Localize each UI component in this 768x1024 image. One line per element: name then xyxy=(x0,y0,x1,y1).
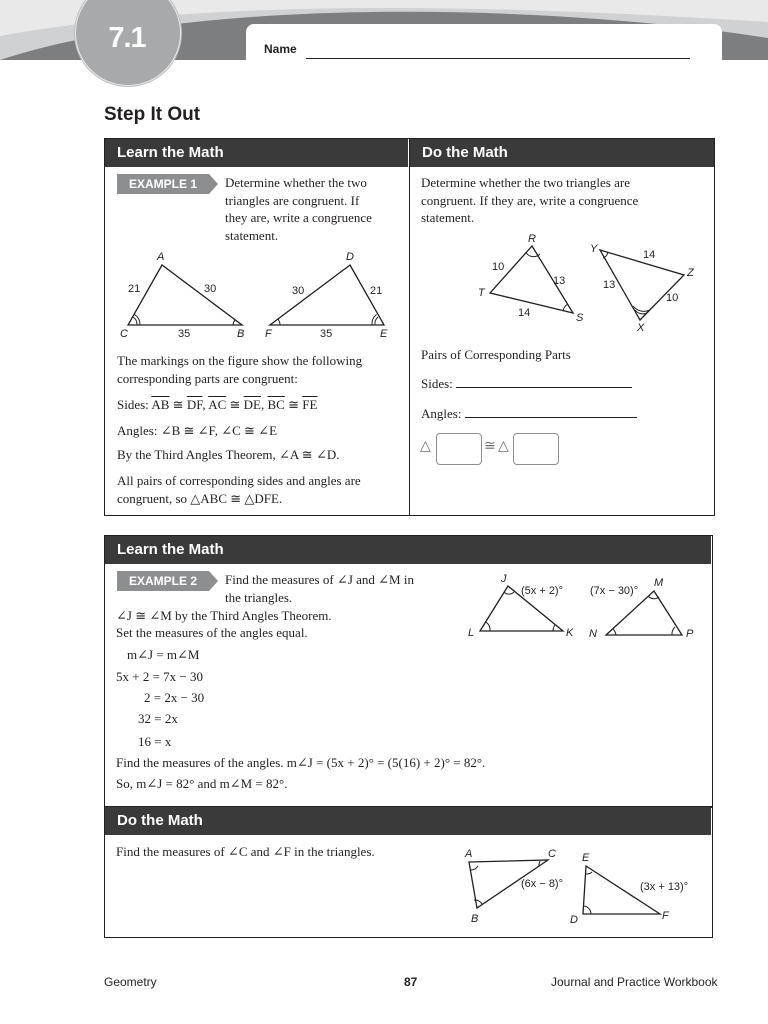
side-ts: 14 xyxy=(518,307,531,319)
conclusion-line-1: All pairs of corresponding sides and angles are xyxy=(117,473,361,488)
label-b: B xyxy=(237,328,245,340)
label-r: R xyxy=(528,233,536,245)
equation-5: 16 = x xyxy=(138,734,172,749)
label-a2: A xyxy=(465,848,473,860)
congruent-symbol: ≅ xyxy=(484,439,496,454)
angle-m-expr: (7x − 30)° xyxy=(590,585,639,597)
third-angles-line: By the Third Angles Theorem, ∠A ≅ ∠D. xyxy=(117,447,340,462)
label-f2: F xyxy=(662,910,669,922)
example-1-label: EXAMPLE 1 xyxy=(117,174,209,194)
lesson-number: 7.1 xyxy=(108,22,146,54)
label-e2: E xyxy=(582,852,590,864)
label-s: S xyxy=(576,312,584,324)
label-f: F xyxy=(265,328,272,340)
example-1-prompt-line-4: statement. xyxy=(225,227,279,243)
do-the-math-header-2: Do the Math xyxy=(105,807,711,835)
side-yz: 14 xyxy=(643,249,656,261)
triangle-symbol-2: △ xyxy=(498,439,509,454)
label-y: Y xyxy=(590,243,598,255)
conclusion-line-2: congruent, so △ABC ≅ △DFE. xyxy=(117,490,283,506)
equation-3: 2 = 2x − 30 xyxy=(144,690,205,705)
label-m: M xyxy=(654,577,664,589)
side-zx: 10 xyxy=(666,292,679,304)
equation-1: m∠J = m∠M xyxy=(127,647,200,662)
panel-3-prompt: Find the measures of ∠C and ∠F in the triangles. xyxy=(116,844,375,859)
side-rt: 10 xyxy=(492,261,505,273)
label-b2: B xyxy=(471,913,479,925)
example-2-label: EXAMPLE 2 xyxy=(117,571,209,591)
side-cb: 35 xyxy=(178,328,191,340)
learn-the-math-header-2: Learn the Math xyxy=(105,536,711,564)
angle-mark-edf-e xyxy=(586,872,592,874)
footer-right: Journal and Practice Workbook xyxy=(551,975,718,989)
label-l: L xyxy=(468,627,475,639)
label-d: D xyxy=(346,251,354,263)
label-a: A xyxy=(157,251,165,263)
do-prompt-line-2: congruent. If they are, write a congruence xyxy=(421,192,639,208)
label-j: J xyxy=(501,573,507,585)
example-2-prompt-line-1: Find the measures of ∠J and ∠M in xyxy=(225,572,414,587)
label-n: N xyxy=(589,628,597,640)
label-c: C xyxy=(120,328,128,340)
angle-f-expr: (3x + 13)° xyxy=(640,881,689,893)
do-prompt-line-3: statement. xyxy=(421,210,475,225)
label-k: K xyxy=(566,627,574,639)
equation-4: 32 = 2x xyxy=(138,711,178,726)
footer-page-number: 87 xyxy=(404,975,418,989)
side-ac: 21 xyxy=(128,283,141,295)
do-the-math-header-1: Do the Math xyxy=(410,139,714,167)
label-d2: D xyxy=(570,914,578,926)
learn-the-math-header-1: Learn the Math xyxy=(105,139,408,167)
angles-answer-row: Angles: xyxy=(421,405,637,423)
side-yx: 13 xyxy=(603,279,616,291)
label-e: E xyxy=(380,328,388,340)
angle-mark-acb-a xyxy=(470,866,478,870)
example-1-prompt-line-1: Determine whether the two xyxy=(225,175,367,190)
label-t: T xyxy=(478,287,485,299)
side-fe: 35 xyxy=(320,328,333,340)
so-line: So, m∠J = 82° and m∠M = 82°. xyxy=(116,776,288,791)
angle-j-expr: (5x + 2)° xyxy=(521,585,563,597)
equation-2: 5x + 2 = 7x − 30 xyxy=(116,669,203,684)
label-x: X xyxy=(637,322,645,334)
do-prompt-line-1: Determine whether the two triangles are xyxy=(421,175,630,190)
footer-left: Geometry xyxy=(104,975,157,989)
side-rs: 13 xyxy=(553,275,566,287)
name-label: Name xyxy=(264,42,297,56)
angles-congruence-line: Angles: ∠B ≅ ∠F, ∠C ≅ ∠E xyxy=(117,423,278,438)
label-p: P xyxy=(686,628,694,640)
example-2-line-1: ∠J ≅ ∠M by the Third Angles Theorem. xyxy=(116,608,332,623)
label-c2: C xyxy=(548,848,556,860)
section-title: Step It Out xyxy=(104,104,201,125)
example-2-line-2: Set the measures of the angles equal. xyxy=(116,625,308,640)
side-de: 21 xyxy=(370,285,383,297)
side-ab: 30 xyxy=(204,283,217,295)
explain-line-1: The markings on the figure show the following xyxy=(117,353,363,368)
triangle-symbol-1: △ xyxy=(420,439,431,454)
pairs-title: Pairs of Corresponding Parts xyxy=(421,347,571,362)
example-2-prompt-line-2: the triangles. xyxy=(225,589,293,605)
example-1-prompt-line-2: triangles are congruent. If xyxy=(225,192,360,208)
side-df: 30 xyxy=(292,285,305,297)
angle-mark-edf-d xyxy=(583,906,591,914)
sides-answer-row: Sides: xyxy=(421,375,632,393)
find-measures-line: Find the measures of the angles. m∠J = (5x + 2)° = (5(16) + 2)° = 82°. xyxy=(116,755,486,770)
angle-c-expr: (6x − 8)° xyxy=(521,878,563,890)
sides-congruence-line: Sides: $\overline{AB}$ ≅ $\overline{DF}$, $\overline{AC}$ ≅ $\overline{DE}$, $\overline{BC}$ ≅ $\overline{FE}$ xyxy=(117,397,318,412)
label-z: Z xyxy=(687,267,694,279)
example-1-prompt-line-3: they are, write a congruence xyxy=(225,210,372,225)
explain-line-2: corresponding parts are congruent: xyxy=(117,370,298,386)
